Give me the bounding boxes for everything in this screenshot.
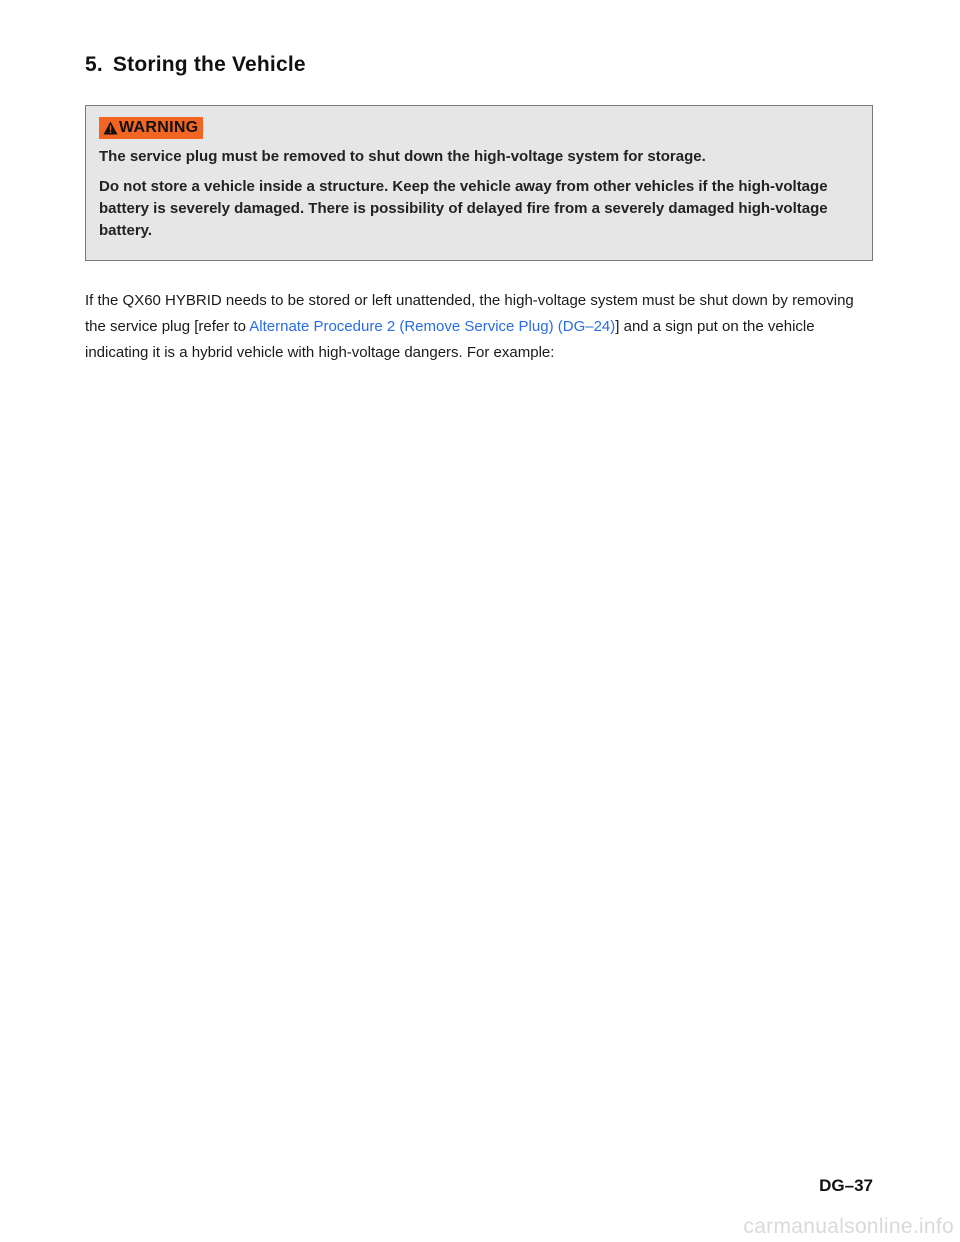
warning-badge <box>99 117 203 139</box>
warning-line-2: Do not store a vehicle inside a structure. Keep the vehicle away from other vehicles if the high-voltage battery is severely damaged. There is possibility of delayed fire from a severely damaged high-voltage battery. <box>99 178 828 239</box>
warning-triangle-icon <box>103 121 118 135</box>
paragraph-text-after: ] and a sign put on the vehicle indicating it is a hybrid vehicle with high-voltage dangers. For example: <box>85 318 815 361</box>
warning-line-1: The service plug must be removed to shut down the high-voltage system for storage. <box>99 148 706 165</box>
warning-box <box>85 105 873 261</box>
storage-paragraph <box>85 288 875 366</box>
warning-label: WARNING <box>119 119 199 136</box>
watermark: carmanualsonline.info <box>743 1215 954 1238</box>
warning-text <box>99 146 859 250</box>
section-number: 5. <box>85 53 103 76</box>
page-number: DG–37 <box>819 1176 873 1195</box>
section-title-text: Storing the Vehicle <box>112 53 306 76</box>
section-title <box>85 53 306 77</box>
paragraph-text-before: If the QX60 HYBRID needs to be stored or left unattended, the high-voltage system must be shut down by removing the service plug [refer to <box>85 292 854 335</box>
alternate-procedure-link[interactable]: Alternate Procedure 2 (Remove Service Plug) (DG–24) <box>249 318 616 335</box>
